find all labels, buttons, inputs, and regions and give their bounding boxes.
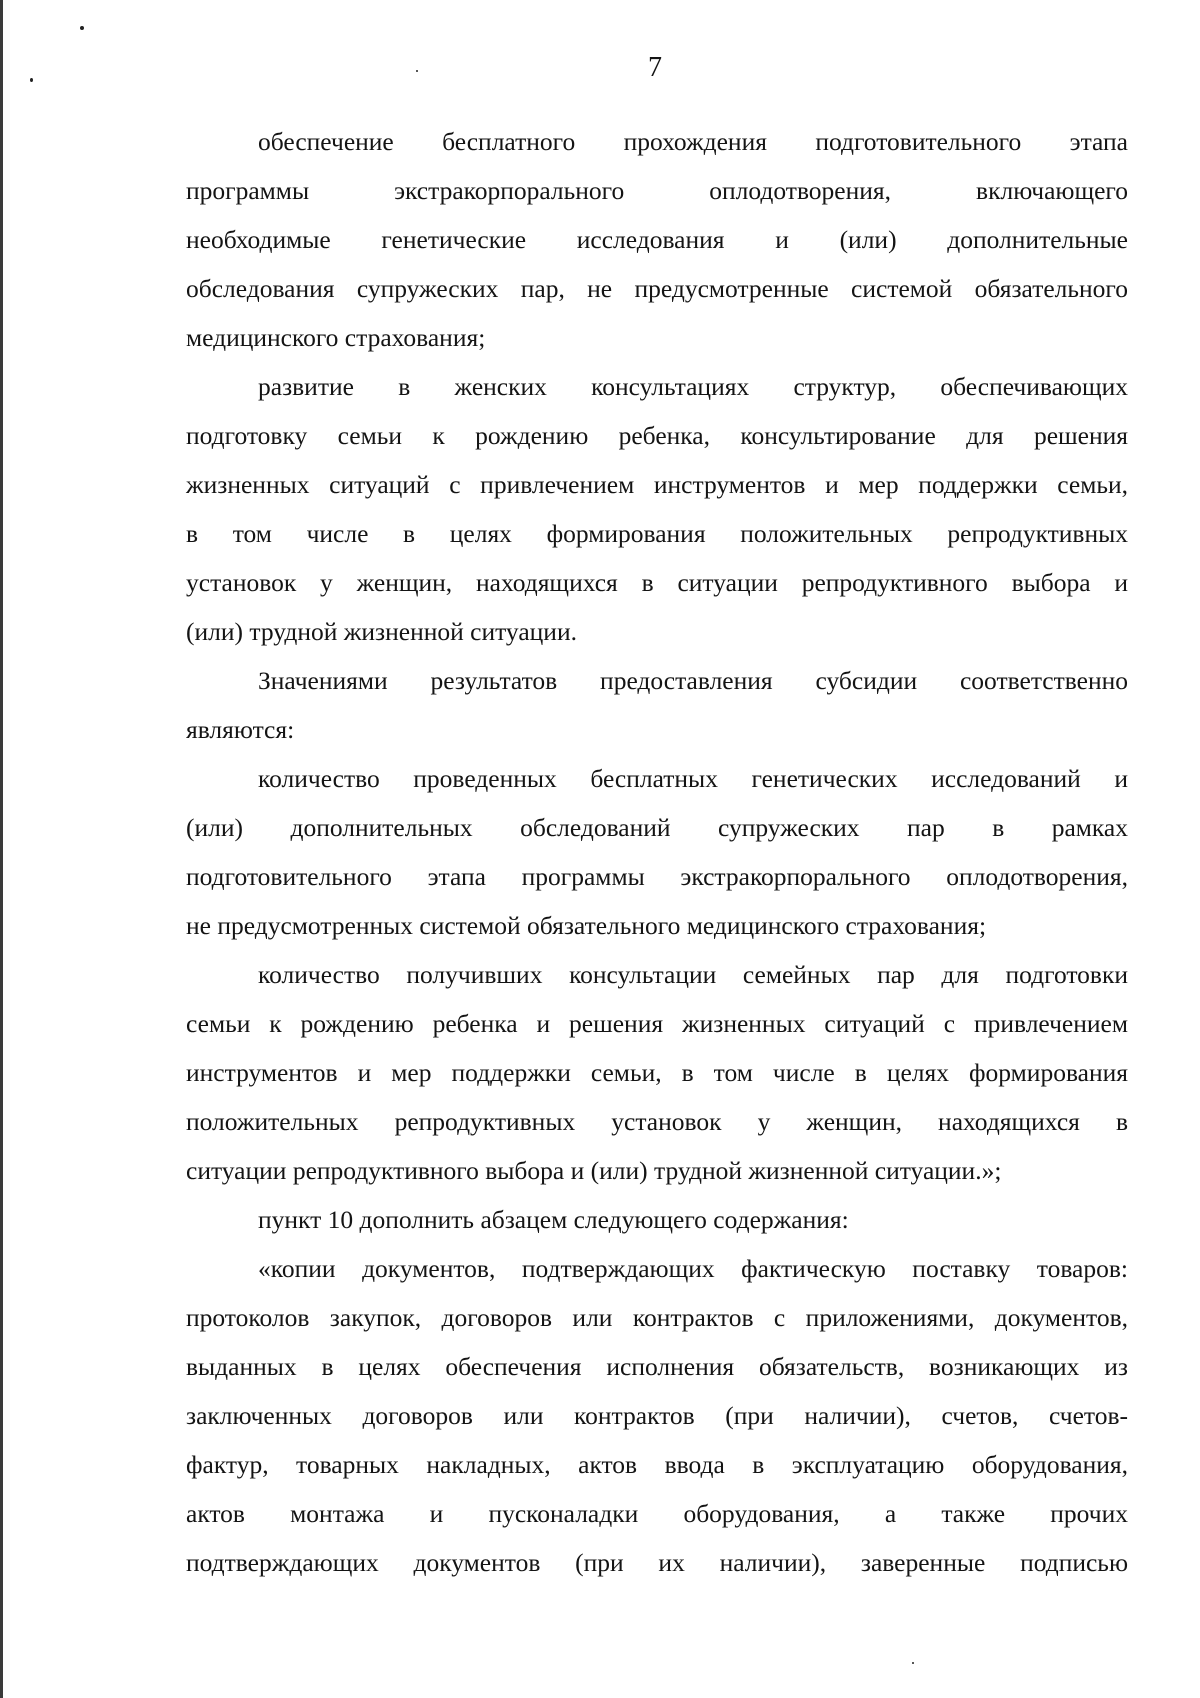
scan-speck (80, 26, 84, 30)
text-line: фактур, товарных накладных, актов ввода в эксплуатацию оборудования, (186, 1450, 1128, 1479)
text-line: (или) трудной жизненной ситуации. (186, 617, 577, 646)
text-line: программы экстракорпорального оплодотворения, включающего (186, 176, 1128, 205)
text-line: подготовительного этапа программы экстракорпорального оплодотворения, (186, 862, 1128, 891)
text-line: актов монтажа и пусконаладки оборудования, а также прочих (186, 1499, 1128, 1528)
text-line: обеспечение бесплатного прохождения подготовительного этапа (258, 127, 1128, 156)
text-line: «копии документов, подтверждающих фактическую поставку товаров: (258, 1254, 1128, 1283)
text-line: подготовку семьи к рождению ребенка, консультирование для решения (186, 421, 1128, 450)
paragraph (186, 1244, 1128, 1587)
text-line: медицинского страхования; (186, 323, 486, 352)
text-line: Значениями результатов предоставления субсидии соответственно (258, 666, 1128, 695)
text-line: (или) дополнительных обследований супружеских пар в рамках (186, 813, 1128, 842)
text-line: семьи к рождению ребенка и решения жизненных ситуаций с привлечением (186, 1009, 1128, 1038)
paragraph (186, 656, 1128, 754)
text-line: в том числе в целях формирования положительных репродуктивных (186, 519, 1128, 548)
text-line: жизненных ситуаций с привлечением инструментов и мер поддержки семьи, (186, 470, 1128, 499)
paragraph (186, 1195, 1128, 1244)
page-number: 7 (648, 52, 662, 83)
text-line: ситуации репродуктивного выбора и (или) трудной жизненной ситуации.»; (186, 1156, 1002, 1185)
text-line: являются: (186, 715, 295, 744)
text-line: пункт 10 дополнить абзацем следующего содержания: (258, 1205, 849, 1234)
text-line: положительных репродуктивных установок у женщин, находящихся в (186, 1107, 1128, 1136)
paragraph (186, 362, 1128, 656)
text-line: инструментов и мер поддержки семьи, в том числе в целях формирования (186, 1058, 1128, 1087)
document-body (186, 117, 1128, 1587)
text-line: установок у женщин, находящихся в ситуации репродуктивного выбора и (186, 568, 1128, 597)
text-line: количество получивших консультации семейных пар для подготовки (258, 960, 1128, 989)
paragraph (186, 117, 1128, 362)
text-line: протоколов закупок, договоров или контрактов с приложениями, документов, (186, 1303, 1128, 1332)
text-line: заключенных договоров или контрактов (при наличии), счетов, счетов- (186, 1401, 1128, 1430)
paragraph (186, 754, 1128, 950)
text-line: не предусмотренных системой обязательного медицинского страхования; (186, 911, 987, 940)
text-line: подтверждающих документов (при их наличии), заверенные подписью (186, 1548, 1128, 1577)
text-line: развитие в женских консультациях структур, обеспечивающих (258, 372, 1128, 401)
paragraph (186, 950, 1128, 1195)
scan-speck (912, 1662, 914, 1664)
text-line: обследования супружеских пар, не предусмотренные системой обязательного (186, 274, 1128, 303)
text-line: количество проведенных бесплатных генетических исследований и (258, 764, 1128, 793)
text-line: выданных в целях обеспечения исполнения обязательств, возникающих из (186, 1352, 1128, 1381)
text-line: необходимые генетические исследования и (или) дополнительные (186, 225, 1128, 254)
scan-left-edge (0, 0, 3, 1698)
